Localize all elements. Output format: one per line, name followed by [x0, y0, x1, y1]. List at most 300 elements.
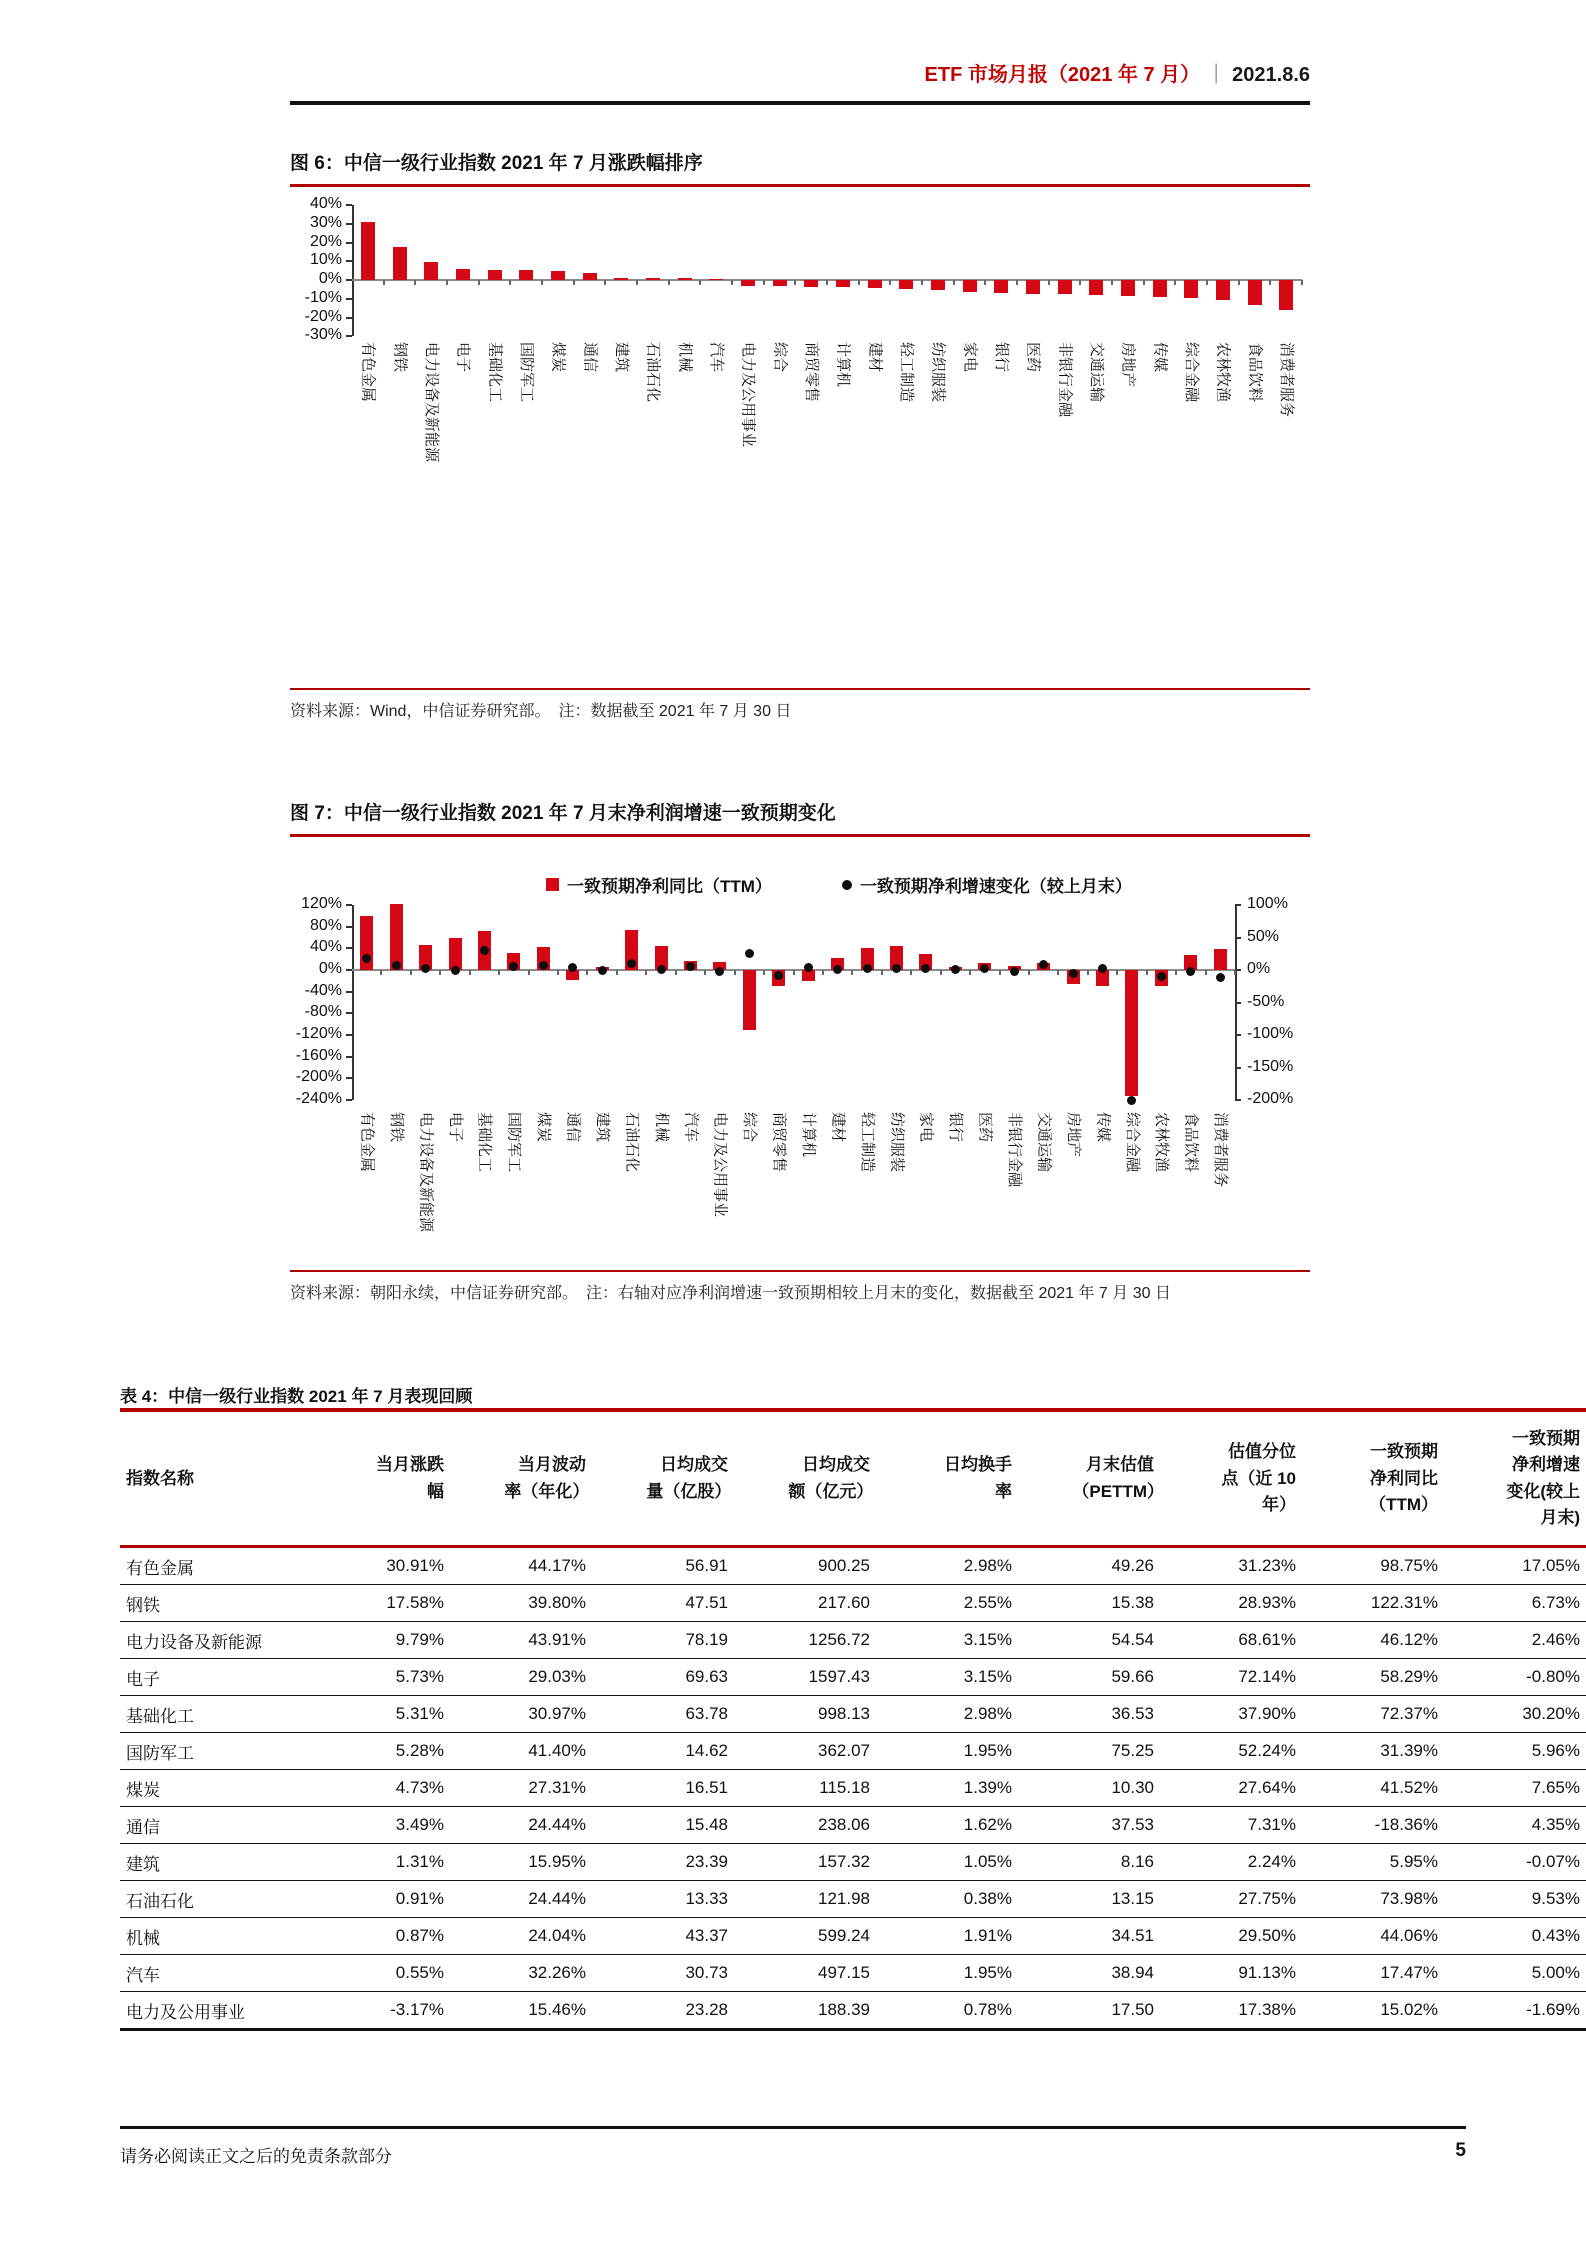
x-axis-label: 传媒 [1151, 342, 1169, 373]
value-cell: 56.91 [685, 1556, 728, 1576]
y-tick-label: 10% [309, 251, 342, 269]
value-cell: 8.16 [1018, 1844, 1160, 1881]
x-axis-label: 基础化工 [486, 342, 504, 403]
right-tick-label: -100% [1247, 1025, 1294, 1042]
dot [451, 966, 460, 975]
value-cell: 72.37% [1302, 1696, 1444, 1733]
x-axis-label: 房地产 [1119, 342, 1137, 388]
figure6-source-note: 资料来源：Wind，中信证券研究部。 注：数据截至 2021 年 7 月 30 日 [290, 703, 792, 720]
dot [539, 961, 548, 970]
left-axis-line [352, 905, 354, 1100]
legend-label-bar: 一致预期净利同比（TTM） [567, 877, 772, 896]
table4-body [120, 1547, 1586, 2030]
value-cell: 30.73 [592, 1955, 734, 1992]
value-cell: 15.48 [592, 1807, 734, 1844]
x-axis-label: 综合 [741, 1112, 759, 1143]
x-axis-label: 纺织服装 [929, 342, 947, 403]
x-tick-mark [793, 970, 795, 975]
right-tick-label: -50% [1247, 992, 1285, 1010]
x-axis-label: 交通运输 [1087, 342, 1105, 403]
bar [488, 270, 502, 280]
x-axis-label: 农林牧渔 [1214, 342, 1232, 403]
report-date: 2021.8.6 [1232, 64, 1310, 86]
y-tick-label: 30% [309, 213, 342, 231]
x-tick-mark [999, 970, 1001, 975]
header-divider: ｜ [1206, 64, 1227, 86]
value-cell: 63.78 [592, 1696, 734, 1733]
x-tick-mark [636, 280, 638, 285]
value-cell: 0.43% [1444, 1918, 1586, 1955]
value-cell: 217.60 [734, 1585, 876, 1622]
x-tick-mark [380, 970, 382, 975]
x-axis-label: 非银行金融 [1056, 342, 1074, 418]
table4-col-header: 当月波动率（年化） [450, 1410, 592, 1547]
figure7-title-rule [290, 834, 1310, 837]
page-number: 5 [1455, 2140, 1466, 2161]
x-tick-mark [675, 970, 677, 975]
x-tick-mark [1048, 280, 1050, 285]
x-axis-label: 银行 [947, 1112, 965, 1143]
x-axis-label: 计算机 [834, 342, 852, 388]
value-cell: 5.73% [308, 1659, 450, 1696]
index-name-cell: 基础化工 [120, 1696, 308, 1733]
footer-disclaimer: 请务必阅读正文之后的免责条款部分 [120, 2147, 392, 2166]
value-cell: 39.80% [450, 1585, 592, 1622]
x-axis-label: 煤炭 [549, 342, 567, 373]
value-cell: 27.75% [1160, 1881, 1302, 1918]
x-tick-mark [1057, 970, 1059, 975]
y-tick-label: 0% [318, 270, 342, 287]
table4-col-header: 日均换手率 [876, 1410, 1018, 1547]
x-tick-mark [984, 280, 986, 285]
x-axis-label: 通信 [581, 342, 599, 373]
x-tick-mark [910, 970, 912, 975]
value-cell: 24.44% [450, 1881, 592, 1918]
table4-col-header: 当月涨跌幅 [308, 1410, 450, 1547]
x-axis-label: 机械 [652, 1112, 670, 1143]
right-tick-mark [1235, 1067, 1241, 1069]
x-axis-label: 综合金融 [1182, 342, 1200, 403]
dot [1216, 973, 1225, 982]
right-tick-label: 50% [1247, 927, 1280, 945]
bar [614, 278, 628, 280]
value-cell: 1597.43 [734, 1659, 876, 1696]
bar [1184, 280, 1198, 298]
left-tick-mark [346, 1012, 352, 1014]
bar [899, 280, 913, 289]
x-tick-mark [1111, 280, 1113, 285]
value-cell: 599.24 [734, 1918, 876, 1955]
x-tick-mark [1175, 970, 1177, 975]
x-axis-label: 轻工制造 [858, 1112, 876, 1173]
x-tick-mark [826, 280, 828, 285]
value-cell: 36.53 [1018, 1696, 1160, 1733]
x-tick-mark [383, 280, 385, 285]
value-cell: 238.06 [734, 1807, 876, 1844]
value-cell: 32.26% [450, 1955, 592, 1992]
value-cell: 47.51 [592, 1585, 734, 1622]
value-cell: 0.91% [308, 1881, 450, 1918]
value-cell: 31.23% [1238, 1556, 1296, 1576]
value-cell: 121.98 [734, 1881, 876, 1918]
value-cell: 362.07 [734, 1733, 876, 1770]
left-tick-label: 0% [318, 960, 342, 977]
y-axis-line [352, 205, 354, 336]
value-cell: 69.63 [592, 1659, 734, 1696]
bar [773, 280, 787, 286]
value-cell: 23.39 [592, 1844, 734, 1881]
x-axis-label: 基础化工 [476, 1112, 494, 1173]
x-tick-mark [645, 970, 647, 975]
report-title: ETF 市场月报（2021 年 7 月） [924, 64, 1201, 86]
bar [1214, 949, 1227, 970]
bar [994, 280, 1008, 293]
bar [709, 279, 723, 280]
left-tick-label: 80% [309, 916, 342, 934]
value-cell: 30.97% [450, 1696, 592, 1733]
y-tick-mark [346, 223, 352, 225]
value-cell: 5.00% [1444, 1955, 1586, 1992]
figure6-source-rule [290, 688, 1310, 690]
table-row [120, 1992, 1586, 2030]
value-cell: 23.28 [592, 1992, 734, 2030]
x-tick-mark [794, 280, 796, 285]
value-cell: 68.61% [1160, 1622, 1302, 1659]
value-cell: 7.31% [1160, 1807, 1302, 1844]
x-tick-mark [586, 970, 588, 975]
dot [921, 964, 930, 973]
bar [741, 280, 755, 286]
value-cell: 2.46% [1444, 1622, 1586, 1659]
table-row [120, 1844, 1586, 1881]
x-tick-mark [1206, 280, 1208, 285]
x-tick-mark [969, 970, 971, 975]
x-tick-mark [1116, 970, 1118, 975]
x-axis-label: 建筑 [612, 342, 630, 373]
figure6-title: 图 6：中信一级行业指数 2021 年 7 月涨跌幅排序 [290, 153, 703, 174]
x-axis-label: 商贸零售 [802, 342, 820, 403]
bar [931, 280, 945, 290]
value-cell: 2.55% [876, 1585, 1018, 1622]
left-tick-mark [346, 1034, 352, 1036]
figure6-chart [290, 195, 1310, 675]
value-cell: 59.66 [1018, 1659, 1160, 1696]
left-tick-label: -160% [295, 1046, 342, 1064]
value-cell: 30.91% [386, 1556, 444, 1576]
x-axis-label: 电子 [454, 342, 472, 373]
x-axis-label: 非银行金融 [1006, 1112, 1024, 1188]
x-tick-mark [478, 280, 480, 285]
dot [980, 964, 989, 973]
bar [1153, 280, 1167, 297]
x-tick-mark [1234, 970, 1236, 975]
x-tick-mark [557, 970, 559, 975]
footer-rule [120, 2126, 1466, 2129]
value-cell: 9.53% [1444, 1881, 1586, 1918]
bar [868, 280, 882, 288]
dot [774, 971, 783, 980]
x-tick-mark [699, 280, 701, 285]
x-tick-mark [889, 280, 891, 285]
x-tick-mark [822, 970, 824, 975]
dot [1186, 967, 1195, 976]
value-cell: 1.05% [876, 1844, 1018, 1881]
value-cell: 1.39% [876, 1770, 1018, 1807]
x-axis-label: 商贸零售 [770, 1112, 788, 1173]
y-tick-label: 40% [309, 195, 342, 212]
value-cell: 7.65% [1444, 1770, 1586, 1807]
x-axis-label: 轻工制造 [897, 342, 915, 403]
dot [833, 965, 842, 974]
value-cell: 49.26 [1111, 1556, 1154, 1576]
x-tick-mark [509, 280, 511, 285]
value-cell: -0.07% [1444, 1844, 1586, 1881]
value-cell: 5.95% [1302, 1844, 1444, 1881]
x-tick-mark [1238, 280, 1240, 285]
x-tick-mark [1174, 280, 1176, 285]
table-row [120, 1547, 1586, 1585]
index-name-cell: 建筑 [120, 1844, 308, 1881]
value-cell: 17.05% [1522, 1556, 1580, 1576]
x-tick-mark [1143, 280, 1145, 285]
table-row [120, 1622, 1586, 1659]
value-cell: 1.95% [876, 1955, 1018, 1992]
value-cell: 78.19 [592, 1622, 734, 1659]
table-row [120, 1807, 1586, 1844]
left-tick-mark [346, 991, 352, 993]
value-cell: 37.53 [1018, 1807, 1160, 1844]
left-tick-label: -40% [304, 981, 342, 999]
value-cell: 15.46% [450, 1992, 592, 2030]
table4-col-header: 估值分位点（近 10 年） [1160, 1410, 1302, 1547]
value-cell: 52.24% [1160, 1733, 1302, 1770]
table4-col-header: 日均成交额（亿元） [734, 1410, 876, 1547]
x-tick-mark [604, 280, 606, 285]
x-tick-mark [881, 970, 883, 975]
table-row [120, 1770, 1586, 1807]
dot [598, 966, 607, 975]
bar-legend-swatch-icon [546, 878, 559, 891]
dot [1157, 972, 1166, 981]
x-tick-mark [616, 970, 618, 975]
legend-label-dot: 一致预期净利增速变化（较上月末） [859, 877, 1132, 896]
x-axis-label: 家电 [961, 342, 979, 373]
x-axis-label: 消费者服务 [1212, 1112, 1230, 1188]
bar [1279, 280, 1293, 310]
index-name-cell: 国防军工 [120, 1733, 308, 1770]
right-tick-mark [1235, 937, 1241, 939]
x-tick-mark [668, 280, 670, 285]
y-tick-label: 20% [309, 232, 342, 250]
bar [551, 271, 565, 280]
x-tick-mark [1087, 970, 1089, 975]
value-cell: 0.55% [308, 1955, 450, 1992]
value-cell: 54.54 [1018, 1622, 1160, 1659]
value-cell: 24.44% [450, 1807, 592, 1844]
value-cell: 58.29% [1302, 1659, 1444, 1696]
index-name-cell: 有色金属 [126, 1558, 194, 1578]
value-cell: 3.15% [876, 1622, 1018, 1659]
x-tick-mark [1146, 970, 1148, 975]
y-tick-mark [346, 242, 352, 244]
bar [583, 273, 597, 280]
x-tick-mark [528, 970, 530, 975]
x-axis-label: 机械 [676, 342, 694, 373]
value-cell: 0.38% [876, 1881, 1018, 1918]
value-cell: 900.25 [818, 1556, 870, 1576]
value-cell: 2.98% [876, 1696, 1018, 1733]
dot [892, 964, 901, 973]
value-cell: 1256.72 [734, 1622, 876, 1659]
index-name-cell: 煤炭 [120, 1770, 308, 1807]
x-tick-mark [1205, 970, 1207, 975]
x-tick-mark [704, 970, 706, 975]
x-axis-label: 汽车 [707, 342, 725, 373]
x-tick-mark [410, 970, 412, 975]
right-tick-label: -150% [1247, 1057, 1294, 1075]
table-row [120, 1585, 1586, 1622]
x-axis-label: 电力设备及新能源 [422, 342, 440, 463]
x-tick-mark [573, 280, 575, 285]
dot-legend-swatch-icon [842, 880, 852, 890]
value-cell: 4.35% [1444, 1807, 1586, 1844]
bar [963, 280, 977, 292]
x-axis-label: 综合金融 [1123, 1112, 1141, 1173]
x-axis-label: 纺织服装 [888, 1112, 906, 1173]
value-cell: 41.40% [450, 1733, 592, 1770]
x-tick-mark [921, 280, 923, 285]
dot [1069, 969, 1078, 978]
x-axis-label: 交通运输 [1035, 1112, 1053, 1173]
value-cell: 2.24% [1160, 1844, 1302, 1881]
x-axis-label: 传媒 [1094, 1112, 1112, 1143]
x-tick-mark [1079, 280, 1081, 285]
value-cell: 44.06% [1302, 1918, 1444, 1955]
value-cell: 5.96% [1444, 1733, 1586, 1770]
value-cell: 31.39% [1302, 1733, 1444, 1770]
value-cell: 5.31% [308, 1696, 450, 1733]
x-tick-mark [851, 970, 853, 975]
x-axis-label: 石油石化 [623, 1112, 641, 1173]
value-cell: 5.28% [308, 1733, 450, 1770]
left-tick-mark [346, 947, 352, 949]
x-axis-label: 钢铁 [391, 342, 409, 373]
value-cell: 29.03% [450, 1659, 592, 1696]
x-axis-label: 家电 [917, 1112, 935, 1143]
legend-item-bar [546, 872, 772, 897]
value-cell: 1.95% [876, 1733, 1018, 1770]
figure6-title-rule [290, 184, 1310, 187]
x-tick-mark [439, 970, 441, 975]
x-axis-label: 计算机 [800, 1112, 817, 1158]
y-tick-mark [346, 335, 352, 337]
index-name-cell: 电子 [120, 1659, 308, 1696]
bar [743, 970, 756, 1030]
value-cell: -3.17% [308, 1992, 450, 2030]
value-cell: 157.32 [734, 1844, 876, 1881]
value-cell: 10.30 [1018, 1770, 1160, 1807]
value-cell: -1.69% [1444, 1992, 1586, 2030]
value-cell: 3.15% [876, 1659, 1018, 1696]
bar [1125, 970, 1138, 1096]
table4 [120, 1408, 1586, 2031]
table4-col-header: 一致预期净利同比（TTM） [1302, 1410, 1444, 1547]
value-cell: 41.52% [1302, 1770, 1444, 1807]
left-tick-label: -200% [295, 1068, 342, 1086]
left-tick-label: -80% [304, 1003, 342, 1021]
dot [568, 963, 577, 972]
value-cell: 998.13 [734, 1696, 876, 1733]
table4-title: 表 4：中信一级行业指数 2021 年 7 月表现回顾 [120, 1387, 473, 1406]
header-rule [290, 101, 1310, 105]
value-cell: 13.15 [1018, 1881, 1160, 1918]
y-tick-label: -10% [304, 288, 342, 306]
x-tick-mark [469, 970, 471, 975]
x-axis-label: 钢铁 [387, 1112, 405, 1143]
bar [1248, 280, 1262, 305]
table-row [120, 1659, 1586, 1696]
index-name-cell: 机械 [120, 1918, 308, 1955]
value-cell: -0.80% [1444, 1659, 1586, 1696]
bar [390, 904, 403, 970]
x-tick-mark [446, 280, 448, 285]
x-axis-label: 电力设备及新能源 [417, 1112, 435, 1233]
left-tick-mark [346, 904, 352, 906]
value-cell: 497.15 [734, 1955, 876, 1992]
bar [836, 280, 850, 287]
table-row [120, 1881, 1586, 1918]
legend-item-dot [842, 872, 1132, 897]
value-cell: 122.31% [1302, 1585, 1444, 1622]
dot [480, 946, 489, 955]
bar [456, 269, 470, 280]
bar [519, 270, 533, 280]
figure7-source-rule [290, 1270, 1310, 1272]
x-tick-mark [1028, 970, 1030, 975]
value-cell: 17.47% [1302, 1955, 1444, 1992]
value-cell: 15.38 [1018, 1585, 1160, 1622]
value-cell: 98.75% [1380, 1556, 1438, 1576]
right-tick-mark [1235, 1034, 1241, 1036]
x-axis-label: 电子 [446, 1112, 464, 1143]
value-cell: 1.62% [876, 1807, 1018, 1844]
x-tick-mark [1016, 280, 1018, 285]
x-axis-label: 汽车 [682, 1112, 700, 1143]
dot [509, 962, 518, 971]
y-tick-mark [346, 260, 352, 262]
x-tick-mark [1269, 280, 1271, 285]
index-name-cell: 钢铁 [120, 1585, 308, 1622]
x-axis-label: 国防军工 [517, 342, 535, 403]
y-tick-label: -30% [304, 326, 342, 344]
value-cell: 44.17% [528, 1556, 586, 1576]
table4-header [120, 1410, 1586, 1547]
value-cell: 2.98% [963, 1556, 1012, 1576]
value-cell: 17.58% [308, 1585, 450, 1622]
value-cell: 1.31% [308, 1844, 450, 1881]
value-cell: 30.20% [1444, 1696, 1586, 1733]
dot [421, 964, 430, 973]
value-cell: 17.50 [1018, 1992, 1160, 2030]
bar [1026, 280, 1040, 294]
dot [392, 961, 401, 970]
value-cell: 6.73% [1444, 1585, 1586, 1622]
value-cell: 188.39 [734, 1992, 876, 2030]
x-axis-label: 石油石化 [644, 342, 662, 403]
right-tick-label: 0% [1247, 960, 1271, 977]
index-name-cell: 汽车 [120, 1955, 308, 1992]
x-tick-mark [498, 970, 500, 975]
